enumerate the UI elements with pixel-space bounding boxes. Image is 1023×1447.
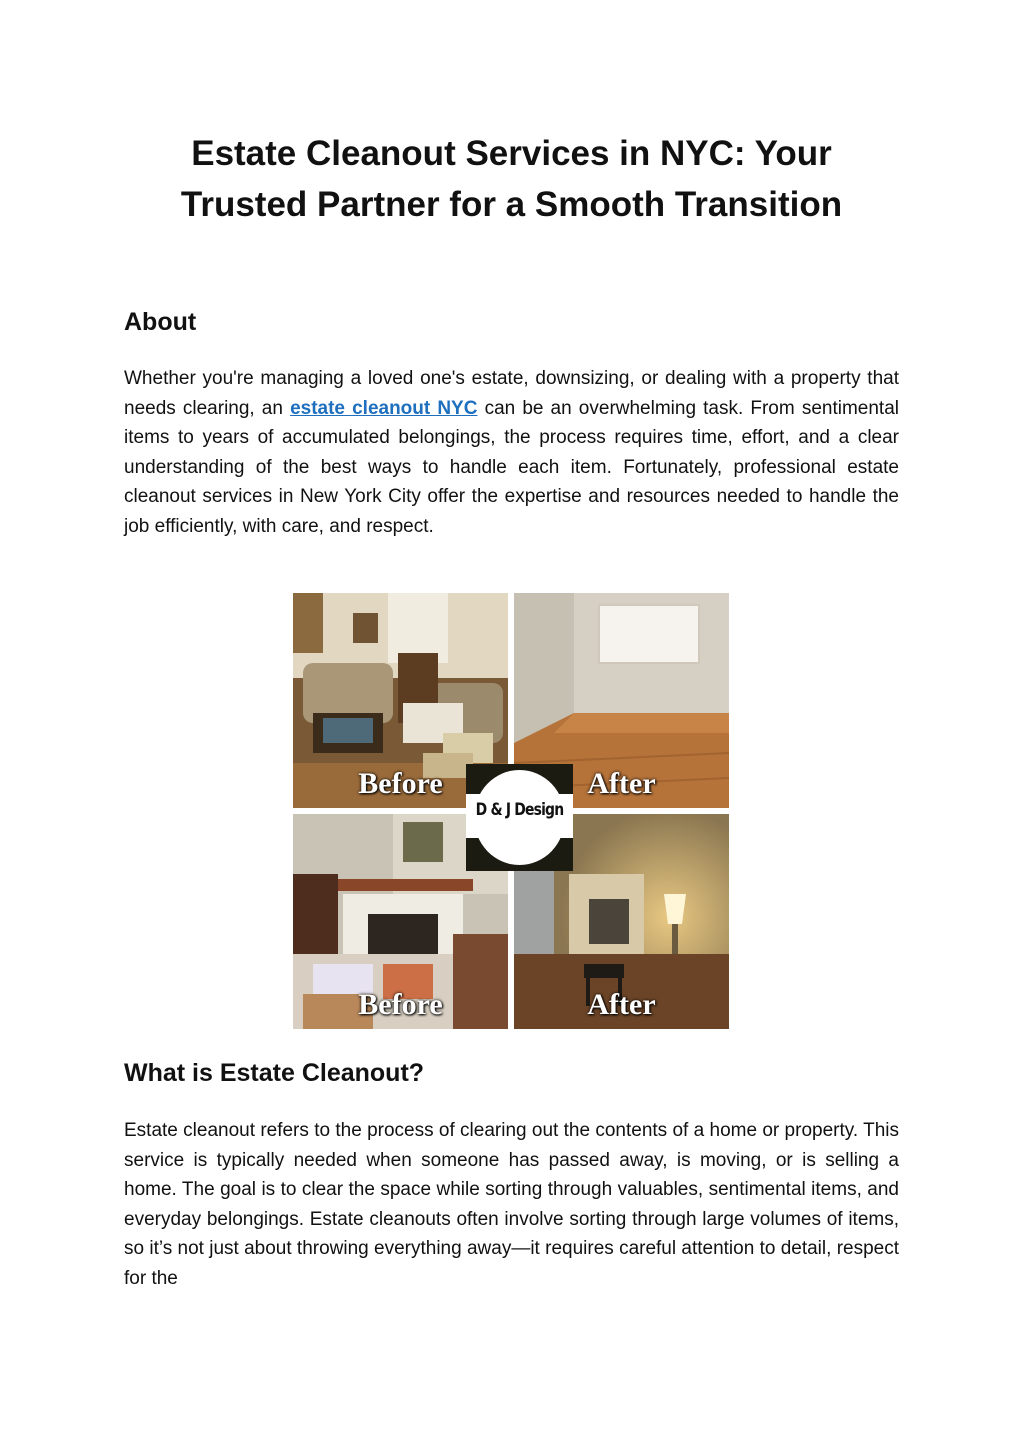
page-title xyxy=(120,128,903,230)
before-label-bottom: Before xyxy=(358,988,443,1021)
about-paragraph xyxy=(124,364,899,542)
after-label-top: After xyxy=(587,767,656,800)
what-is-paragraph: Estate cleanout refers to the process of clearing out the contents of a home or property. This service is typically needed when someone has passed away, is moving, or is selling a home. The goal is to clear the space while sorting through valuables, sentimental items, and everyday belongings. Estate cleanouts often involve sorting through large volumes of items, so it’s not just about throwing everything away—it requires careful attention to detail, respect for the xyxy=(124,1120,899,1289)
logo-text: D & J Design xyxy=(475,800,564,820)
estate-cleanout-nyc-link[interactable]: estate cleanout NYC xyxy=(290,397,478,419)
about-heading: About xyxy=(124,308,197,336)
title-line-2: Trusted Partner for a Smooth Transition xyxy=(180,185,843,224)
about-text-start: Whether you're managing a loved one's estate, downsizing, or dealing with a property that needs clearing, an xyxy=(124,368,899,419)
about-text-end: can be an overwhelming task. From sentimental items to years of accumulated belongings, the process requires time, effort, and a clear understanding of the best ways to handle each item. Fortunately, professional estate cleanout services in New York City offer the expertise and resources needed to handle the job efficiently, with care, and respect. xyxy=(124,397,899,537)
title-line-1: Estate Cleanout Services in NYC: Your xyxy=(191,134,832,173)
before-label-top: Before xyxy=(358,767,443,800)
before-after-collage xyxy=(293,593,729,1029)
after-label-bottom: After xyxy=(587,988,656,1021)
dj-design-logo xyxy=(466,764,573,871)
what-is-heading: What is Estate Cleanout? xyxy=(124,1059,425,1087)
